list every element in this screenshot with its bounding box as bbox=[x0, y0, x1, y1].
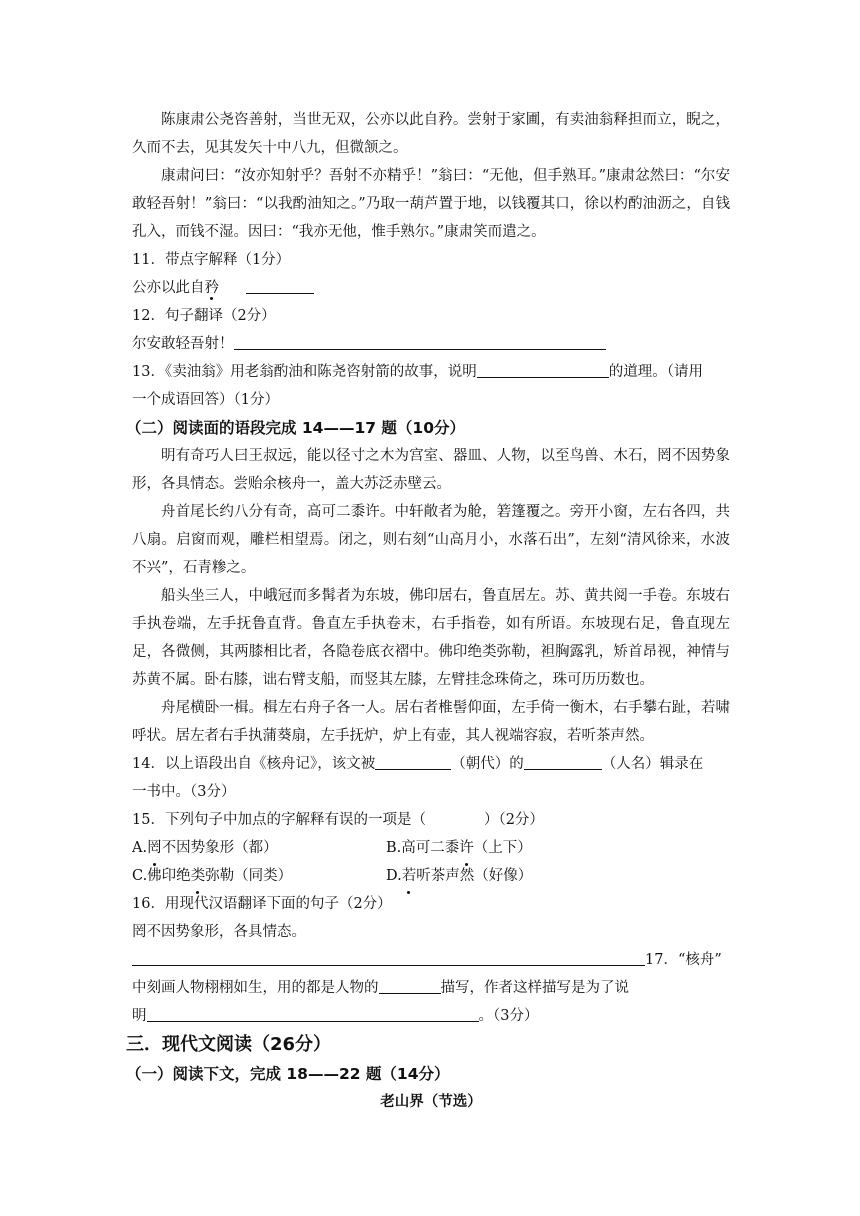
q14-part1: 14．以上语段出自《核舟记》，该文被 bbox=[132, 756, 376, 772]
q13-part1: 13．《卖油翁》用老翁酌油和陈尧咨射箭的故事，说明 bbox=[132, 364, 477, 380]
q13-line1 bbox=[132, 358, 730, 386]
q15-option-a[interactable] bbox=[132, 834, 386, 862]
q16-label: 16．用现代汉语翻译下面的句子（2分） bbox=[132, 896, 392, 912]
q11-prefix: 公亦以此自 bbox=[132, 280, 205, 296]
q17-line3 bbox=[132, 1002, 730, 1030]
q14-part2: （朝代）的 bbox=[451, 756, 524, 772]
q15-option-b-text: B.高可二黍 bbox=[386, 840, 460, 856]
q17-line2 bbox=[132, 974, 730, 1002]
q11-item bbox=[132, 274, 730, 302]
q15-option-a-text: 不因势象形（都） bbox=[161, 840, 278, 856]
section3-title: 老山界（节选） bbox=[380, 1094, 482, 1110]
q15-option-d-letter: D. bbox=[386, 868, 402, 884]
q15-option-c[interactable] bbox=[132, 862, 386, 890]
q15-option-c-text: C.佛印绝 bbox=[132, 868, 191, 884]
passage1-para2: 康肃问曰：“汝亦知射乎？吾射不亦精乎！”翁曰：“无他，但手熟耳。”康肃忿然曰：“尔安敢轻吾射！”翁曰：“以我酌油知之。”乃取一葫芦置于地，以钱覆其口，徐以杓酌油沥之，自钱孔入，而钱不湿。因曰：“我亦无他，惟手熟尔。”康肃笑而遣之。 bbox=[132, 168, 730, 240]
q15-option-b[interactable] bbox=[386, 834, 532, 862]
q14-part4: 一书中。（3分） bbox=[132, 784, 236, 800]
q16-answer-line bbox=[132, 946, 730, 974]
q17-part2: 中刻画人物栩栩如生，用的都是人物的 bbox=[132, 980, 379, 996]
section3-heading: 三．现代文阅读（26分） bbox=[126, 1034, 332, 1055]
q12-item bbox=[132, 330, 730, 358]
q13-part3: 一个成语回答）（1分） bbox=[132, 392, 279, 408]
q13-part2: 的道理。（请用 bbox=[608, 364, 703, 380]
q14-line1 bbox=[132, 750, 730, 778]
q15-option-b-gloss: （上下） bbox=[473, 840, 532, 856]
section2-para3: 船头坐三人，中峨冠而多髯者为东坡，佛印居右，鲁直居左。苏、黄共阅一手卷。东坡右手执卷端，左手抚鲁直背。鲁直左手执卷末，右手指卷，如有所语。东坡现右足，鲁直现左足，各微侧，其两膝相比者，各隐卷底衣褶中。佛印绝类弥勒，袒胸露乳，矫首昂视，神情与苏黄不属。卧右膝，诎右臂支船，而竖其左膝，左臂挂念珠倚之，珠可历历数也。 bbox=[132, 588, 730, 688]
q17-part5: 。（3分） bbox=[478, 1008, 539, 1024]
q17-part4: 明 bbox=[132, 1008, 147, 1024]
q15-option-b-dotted: 许 bbox=[459, 834, 474, 862]
q15-option-d-dotted: 若 bbox=[402, 862, 417, 890]
q11-label: 11．带点字解释（1分） bbox=[132, 252, 291, 268]
passage1-para1: 陈康肃公尧咨善射，当世无双，公亦以此自矜。尝射于家圃，有卖油翁释担而立，睨之，久而不去，见其发矢十中八九，但微颔之。 bbox=[132, 112, 730, 156]
page-content bbox=[126, 106, 730, 1116]
section2-para1: 明有奇巧人曰王叔远，能以径寸之木为宫室、器皿、人物，以至鸟兽、木石，罔不因势象形，各具情态。尝贻余核舟一，盖大苏泛赤壁云。 bbox=[132, 448, 730, 492]
q15-option-a-letter: A. bbox=[132, 840, 148, 856]
q11-dotted-char: 矜 bbox=[204, 280, 219, 296]
q15-options-row2 bbox=[132, 862, 730, 890]
q15-options-row1 bbox=[132, 834, 730, 862]
section2-heading: （二）阅读面的语段完成 14——17 题（10分） bbox=[126, 419, 466, 437]
q15-option-d[interactable] bbox=[386, 862, 532, 890]
section3-subheading: （一）阅读下文，完成 18——22 题（14分） bbox=[126, 1065, 450, 1083]
q12-answer-blank[interactable] bbox=[234, 333, 606, 350]
q17-part3: 描写，作者这样描写是为了说 bbox=[440, 980, 629, 996]
q15-option-d-text: 听茶声然（好像） bbox=[416, 868, 533, 884]
q17-blank2[interactable] bbox=[147, 1005, 479, 1022]
q12-label: 12．句子翻译（2分） bbox=[132, 308, 276, 324]
q13-answer-blank[interactable] bbox=[477, 361, 609, 378]
q14-person-blank[interactable] bbox=[524, 753, 602, 770]
q15-label: 15．下列句子中加点的字解释有误的一项是（ bbox=[132, 812, 426, 828]
q14-dynasty-blank[interactable] bbox=[375, 753, 451, 770]
q17-part1: 17．“核舟” bbox=[645, 952, 722, 968]
q15-label-end: ）（2分） bbox=[483, 812, 544, 828]
q15-label-line bbox=[132, 806, 730, 834]
section2-para4: 舟尾横卧一楫。楫左右舟子各一人。居右者椎髻仰面，左手倚一衡木，右手攀右趾，若啸呼状。居左者右手执蒲葵扇，左手抚炉，炉上有壶，其人视端容寂，若听茶声然。 bbox=[132, 700, 730, 744]
q15-option-a-dotted: 罔 bbox=[147, 834, 162, 862]
q16-sentence: 罔不因势象形，各具情态。 bbox=[132, 924, 306, 940]
q11-answer-blank[interactable] bbox=[246, 277, 314, 294]
q16-answer-blank[interactable] bbox=[132, 949, 645, 966]
q14-part3: （人名）辑录在 bbox=[601, 756, 704, 772]
q15-option-c-dotted: 类 bbox=[191, 862, 206, 890]
q17-blank1[interactable] bbox=[379, 977, 441, 994]
q15-option-c-gloss: 弥勒（同类） bbox=[205, 868, 293, 884]
section2-para2: 舟首尾长约八分有奇，高可二黍许。中轩敞者为舱，箬篷覆之。旁开小窗，左右各四，共八扇。启窗而观，雕栏相望焉。闭之，则右刻“山高月小，水落石出”，左刻“清风徐来，水波不兴”，石青糁之。 bbox=[132, 504, 730, 576]
q12-sentence: 尔安敢轻吾射！ bbox=[132, 336, 234, 352]
